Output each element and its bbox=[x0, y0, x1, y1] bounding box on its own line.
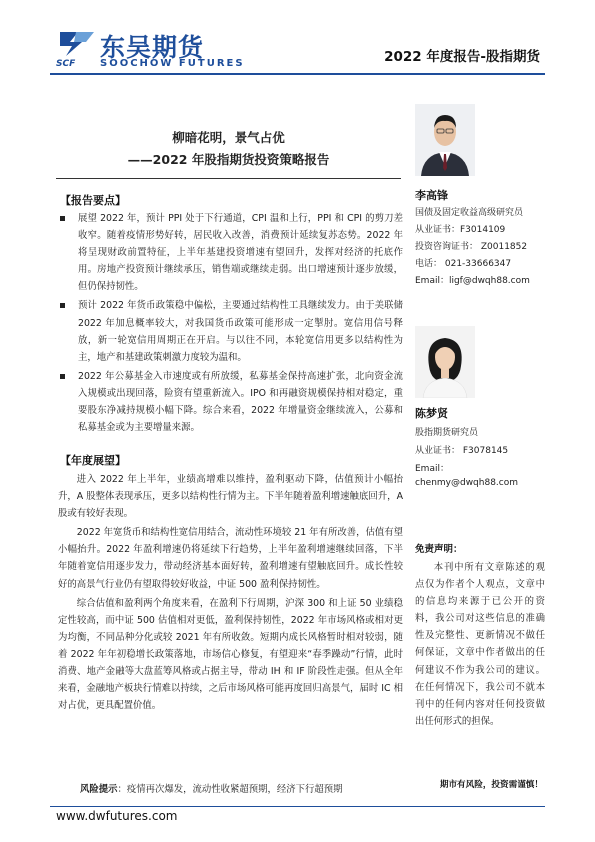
risk-label: 风险提示 bbox=[80, 784, 118, 795]
analyst-email: Email：ligf@dwqh88.com bbox=[415, 276, 530, 286]
bullet-icon bbox=[60, 374, 65, 379]
person-avatar-icon bbox=[415, 104, 475, 176]
logo-mark-icon bbox=[56, 28, 96, 58]
analyst-consult-cert: 投资咨询证书： Z0011852 bbox=[415, 242, 528, 252]
bullet-icon bbox=[60, 216, 65, 221]
analyst-cert: 从业证书：F3014109 bbox=[415, 225, 506, 235]
analyst-photo bbox=[415, 104, 475, 176]
analyst-email-label: Email： bbox=[415, 464, 449, 474]
outlook-paragraph: 进入 2022 年上半年，业绩高增难以维持，盈利驱动下降，估值预计小幅抬升，A 股整体表现承压，更多以结构性行情为主。下半年随着盈利增速触底回升，A 股或有较好表现。 bbox=[58, 474, 403, 520]
outlook-body bbox=[58, 471, 403, 716]
outlook-paragraph: 2022 年宽货币和结构性宽信用结合，流动性环境较 21 年有所改善，估值有望小幅抬升。2022 年盈利增速仍将延续下行趋势，上半年盈利增速继续回落，下半年随着宽信用逐步发力，带动经济基本面好转，盈利增速有望触底回升。成长性较好的高景气行业仍有望取得较好收益，中证 500 盈利保持韧性。 bbox=[58, 527, 403, 590]
report-subtitle: ——2022 年股指期货投资策略报告 bbox=[127, 152, 330, 167]
company-logo bbox=[56, 28, 256, 72]
list-item bbox=[58, 297, 403, 365]
logo-chinese-name: 东吴期货 bbox=[100, 33, 205, 62]
disclaimer-text: 本刊中所有文章陈述的观点仅为作者个人观点，文章中的信息均来源于已公开的资料，我公司对这些信息的准确性及完整性、更新情况不做任何保证，文章中作者做出的任何建议不作为我公司的建议。在任何情况下，我公司不就本刊中的任何内容对任何投资做出任何形式的担保。 bbox=[415, 562, 545, 727]
summary-bullet-text: 预计 2022 年货币政策稳中偏松，主要通过结构性工具继续发力。由于美联储 2022 年加息概率较大，对我国货币政策可能形成一定掣肘。宽信用信号释放，新一轮宽信用周期正在开启。与以往不同，本轮宽信用更多以结构性为主，地产和基建政策刺激力度较为温和。 bbox=[78, 300, 403, 363]
summary-list bbox=[58, 210, 403, 438]
list-item bbox=[58, 210, 403, 295]
summary-heading: 【报告要点】 bbox=[60, 194, 126, 207]
footer-divider bbox=[50, 806, 545, 807]
report-title: 柳暗花明，景气占优 bbox=[172, 130, 285, 145]
risk-text: ：疫情再次爆发，流动性收紧超预期，经济下行超预期 bbox=[117, 784, 343, 795]
logo-mark-text: SCF bbox=[56, 59, 76, 69]
risk-warning bbox=[80, 781, 343, 795]
outlook-heading: 【年度展望】 bbox=[60, 454, 126, 467]
website-link[interactable]: www.dwfutures.com bbox=[56, 809, 178, 823]
summary-bullet-text: 2022 年公募基金入市速度或有所放缓，私募基金保持高速扩张，北向资金流入规模或出现回落，险资有望重新流入。IPO 和再融资规模保持相对稳定，重要股东净减持规模小幅下降。综合来看，2022 年增量资金继续流入，公募和私募基金或为主要增量来源。 bbox=[78, 370, 403, 434]
analyst-name: 李高锋 bbox=[415, 189, 448, 202]
title-divider bbox=[56, 178, 401, 179]
analyst-email: chenmy@dwqh88.com bbox=[415, 478, 519, 488]
analyst-role: 国债及固定收益高级研究员 bbox=[415, 208, 524, 218]
outlook-paragraph: 综合估值和盈利两个角度来看，在盈利下行周期，沪深 300 和上证 50 业绩稳定性较高，而中证 500 估值相对更低，盈利保持韧性，2022 年市场风格或相对更为均衡，不同品种分化或较 2021 年有所收敛。短期内成长风格暂时相对较弱，随着 2022 年年初稳增长政策落地，市场信心修复，有望迎来“春季躁动”行情，此时消费、地产金融等大盘蓝筹风格或占据主导，带动 IH 和 IF 阶段性走强。但从全年来看，金融地产板块行情难以持续，之后市场风格可能再度回归高景气，届时 IC 相对占优，更具配置价值。 bbox=[58, 597, 403, 712]
person-avatar-icon bbox=[415, 326, 475, 398]
list-item bbox=[58, 368, 403, 436]
logo-english-name: SOOCHOW FUTURES bbox=[100, 58, 245, 69]
analyst-cert: 从业证书： F3078145 bbox=[415, 446, 509, 456]
analyst-photo bbox=[415, 326, 475, 398]
report-type: 2022 年度报告-股指期货 bbox=[384, 49, 540, 65]
analyst-role: 股指期货研究员 bbox=[415, 428, 479, 438]
summary-bullet-text: 展望 2022 年，预计 PPI 处于下行通道，CPI 温和上行，PPI 和 CPI 的剪刀差收窄。随着疫情形势好转，居民收入改善，消费预计延续复苏态势。2022 年将呈现财政前置特征，上半年基建投资增速有望回升，发挥对经济的托底作用。房地产投资预计继续承压，销售端或继续走弱。出口增速预计逐步放缓，但仍保持韧性。 bbox=[78, 213, 403, 293]
header-divider bbox=[50, 73, 545, 75]
analyst-phone: 电话： 021-33666347 bbox=[415, 259, 512, 269]
risk-note: 期市有风险，投资需谨慎！ bbox=[439, 780, 543, 790]
bullet-icon bbox=[60, 303, 65, 308]
analyst-name: 陈梦贤 bbox=[415, 407, 448, 420]
disclaimer-heading: 免责声明： bbox=[415, 544, 463, 555]
